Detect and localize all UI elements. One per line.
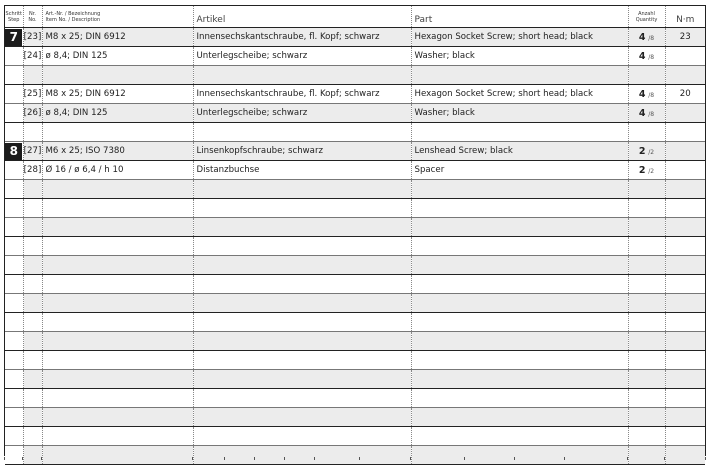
empty-cell bbox=[411, 218, 628, 237]
empty-cell bbox=[411, 313, 628, 332]
artikel-cell: Unterlegscheibe; schwarz bbox=[193, 47, 411, 66]
empty-cell bbox=[23, 427, 42, 446]
empty-cell bbox=[628, 370, 665, 389]
empty-table-row bbox=[5, 237, 705, 256]
empty-table-row bbox=[5, 180, 705, 199]
part-cell: Spacer bbox=[411, 161, 628, 180]
empty-cell bbox=[411, 237, 628, 256]
empty-cell bbox=[628, 332, 665, 351]
empty-table-row bbox=[5, 256, 705, 275]
empty-cell bbox=[665, 351, 705, 370]
quantity-cell bbox=[628, 85, 665, 104]
empty-table-row bbox=[5, 332, 705, 351]
item-number-cell: [24] bbox=[23, 47, 42, 66]
empty-cell bbox=[628, 427, 665, 446]
empty-cell bbox=[193, 332, 411, 351]
empty-cell bbox=[42, 199, 193, 218]
artikel-cell: Innensechskantschraube, fl. Kopf; schwarz bbox=[193, 28, 411, 47]
item-number-cell: [23] bbox=[23, 28, 42, 47]
empty-cell bbox=[5, 218, 23, 237]
torque-cell bbox=[665, 142, 705, 161]
torque-cell bbox=[665, 104, 705, 123]
empty-cell bbox=[193, 427, 411, 446]
empty-cell bbox=[42, 313, 193, 332]
empty-cell bbox=[411, 389, 628, 408]
torque-cell bbox=[665, 47, 705, 66]
footer-tick bbox=[22, 457, 23, 460]
empty-cell bbox=[23, 237, 42, 256]
empty-table-row bbox=[5, 294, 705, 313]
quantity-total: /2 bbox=[648, 148, 655, 156]
part-cell bbox=[411, 123, 628, 142]
quantity-cell bbox=[628, 66, 665, 85]
torque-cell: 23 bbox=[665, 28, 705, 47]
empty-cell bbox=[23, 351, 42, 370]
item-description-cell: M6 x 25; ISO 7380 bbox=[42, 142, 193, 161]
empty-cell bbox=[42, 180, 193, 199]
artikel-cell: Innensechskantschraube, fl. Kopf; schwarz bbox=[193, 85, 411, 104]
quantity-value: 4 bbox=[638, 50, 646, 62]
part-cell: Washer; black bbox=[411, 47, 628, 66]
quantity-cell bbox=[628, 123, 665, 142]
part-cell: Washer; black bbox=[411, 104, 628, 123]
empty-cell bbox=[665, 256, 705, 275]
empty-cell bbox=[23, 389, 42, 408]
empty-cell bbox=[411, 351, 628, 370]
empty-cell bbox=[23, 199, 42, 218]
empty-cell bbox=[665, 218, 705, 237]
empty-cell bbox=[411, 427, 628, 446]
empty-cell bbox=[628, 256, 665, 275]
empty-cell bbox=[411, 332, 628, 351]
empty-cell bbox=[665, 180, 705, 199]
item-number-cell: [27] bbox=[23, 142, 42, 161]
empty-cell bbox=[193, 389, 411, 408]
footer-tick bbox=[705, 457, 706, 460]
item-number-cell: [25] bbox=[23, 85, 42, 104]
empty-cell bbox=[411, 180, 628, 199]
quantity-total: /8 bbox=[648, 110, 655, 118]
empty-cell bbox=[23, 313, 42, 332]
step-cell bbox=[5, 161, 23, 180]
empty-cell bbox=[5, 332, 23, 351]
empty-cell bbox=[5, 180, 23, 199]
empty-cell bbox=[665, 237, 705, 256]
item-number-cell: [26] bbox=[23, 104, 42, 123]
table-row bbox=[5, 161, 705, 180]
empty-cell bbox=[23, 370, 42, 389]
header-quantity: Anzahl Quantity bbox=[628, 6, 665, 28]
empty-cell bbox=[411, 370, 628, 389]
empty-cell bbox=[23, 218, 42, 237]
header-no: Nr. No. bbox=[23, 6, 42, 28]
empty-cell bbox=[42, 237, 193, 256]
header-step: Schritt Step bbox=[5, 6, 23, 28]
empty-cell bbox=[5, 351, 23, 370]
footer-tick bbox=[564, 457, 565, 460]
empty-cell bbox=[665, 408, 705, 427]
header-article-no: Art.-Nr. / Bezeichnung Item No. / Description bbox=[42, 6, 193, 28]
table-row bbox=[5, 28, 705, 47]
item-number-cell: [28] bbox=[23, 161, 42, 180]
step-cell bbox=[5, 142, 23, 161]
header-row bbox=[5, 6, 705, 28]
empty-table-row bbox=[5, 389, 705, 408]
part-cell: Hexagon Socket Screw; short head; black bbox=[411, 85, 628, 104]
empty-cell bbox=[628, 408, 665, 427]
empty-cell bbox=[411, 275, 628, 294]
empty-table-row bbox=[5, 199, 705, 218]
table-row bbox=[5, 104, 705, 123]
empty-cell bbox=[628, 180, 665, 199]
footer-tick bbox=[192, 457, 193, 460]
empty-cell bbox=[42, 389, 193, 408]
empty-table-row bbox=[5, 370, 705, 389]
step-cell bbox=[5, 85, 23, 104]
empty-cell bbox=[193, 180, 411, 199]
item-description-cell: ø 8,4; DIN 125 bbox=[42, 104, 193, 123]
table-row bbox=[5, 85, 705, 104]
quantity-cell bbox=[628, 142, 665, 161]
empty-cell bbox=[411, 294, 628, 313]
part-cell: Hexagon Socket Screw; short head; black bbox=[411, 28, 628, 47]
empty-cell bbox=[5, 294, 23, 313]
footer-tick bbox=[254, 457, 255, 460]
step-cell bbox=[5, 28, 23, 47]
empty-cell bbox=[5, 275, 23, 294]
empty-cell bbox=[5, 408, 23, 427]
quantity-total: /8 bbox=[648, 91, 655, 99]
quantity-cell bbox=[628, 47, 665, 66]
footer-tick bbox=[627, 457, 628, 460]
artikel-cell: Distanzbuchse bbox=[193, 161, 411, 180]
empty-cell bbox=[42, 294, 193, 313]
parts-table-body bbox=[5, 28, 705, 465]
quantity-total: /8 bbox=[648, 34, 655, 42]
empty-cell bbox=[193, 351, 411, 370]
empty-cell bbox=[665, 294, 705, 313]
footer-tick bbox=[359, 457, 360, 460]
empty-cell bbox=[665, 370, 705, 389]
table-row bbox=[5, 142, 705, 161]
step-cell bbox=[5, 123, 23, 142]
table-row bbox=[5, 47, 705, 66]
footer-tick bbox=[410, 457, 411, 460]
parts-list-sheet bbox=[4, 5, 706, 456]
artikel-cell bbox=[193, 66, 411, 85]
torque-cell bbox=[665, 66, 705, 85]
empty-cell bbox=[5, 256, 23, 275]
empty-cell bbox=[42, 427, 193, 446]
quantity-value: 4 bbox=[638, 31, 646, 43]
part-cell: Lenshead Screw; black bbox=[411, 142, 628, 161]
empty-cell bbox=[628, 275, 665, 294]
artikel-cell: Linsenkopfschraube; schwarz bbox=[193, 142, 411, 161]
quantity-value: 2 bbox=[638, 145, 646, 157]
empty-cell bbox=[42, 256, 193, 275]
empty-cell bbox=[665, 389, 705, 408]
quantity-value: 2 bbox=[638, 164, 646, 176]
empty-cell bbox=[23, 332, 42, 351]
torque-cell bbox=[665, 123, 705, 142]
empty-cell bbox=[193, 237, 411, 256]
step-number-badge: 7 bbox=[5, 29, 22, 46]
empty-cell bbox=[42, 370, 193, 389]
empty-cell bbox=[193, 218, 411, 237]
empty-cell bbox=[5, 389, 23, 408]
item-description-cell: M8 x 25; DIN 6912 bbox=[42, 28, 193, 47]
torque-cell bbox=[665, 161, 705, 180]
step-cell bbox=[5, 47, 23, 66]
empty-table-row bbox=[5, 408, 705, 427]
empty-cell bbox=[23, 408, 42, 427]
empty-cell bbox=[193, 294, 411, 313]
empty-cell bbox=[42, 332, 193, 351]
empty-cell bbox=[42, 275, 193, 294]
header-artikel: Artikel bbox=[193, 6, 411, 28]
footer-tick bbox=[464, 457, 465, 460]
item-number-cell bbox=[23, 123, 42, 142]
table-row bbox=[5, 123, 705, 142]
empty-cell bbox=[628, 199, 665, 218]
item-description-cell bbox=[42, 66, 193, 85]
parts-table bbox=[5, 6, 705, 465]
empty-table-row bbox=[5, 427, 705, 446]
quantity-total: /2 bbox=[648, 167, 655, 175]
artikel-cell bbox=[193, 123, 411, 142]
empty-cell bbox=[42, 351, 193, 370]
empty-table-row bbox=[5, 351, 705, 370]
part-cell bbox=[411, 66, 628, 85]
empty-cell bbox=[628, 218, 665, 237]
table-row bbox=[5, 66, 705, 85]
empty-table-row bbox=[5, 313, 705, 332]
empty-cell bbox=[665, 275, 705, 294]
artikel-cell: Unterlegscheibe; schwarz bbox=[193, 104, 411, 123]
empty-cell bbox=[193, 313, 411, 332]
header-part: Part bbox=[411, 6, 628, 28]
torque-cell: 20 bbox=[665, 85, 705, 104]
empty-cell bbox=[42, 218, 193, 237]
empty-cell bbox=[193, 256, 411, 275]
empty-cell bbox=[23, 275, 42, 294]
empty-cell bbox=[411, 408, 628, 427]
item-description-cell: M8 x 25; DIN 6912 bbox=[42, 85, 193, 104]
empty-cell bbox=[5, 199, 23, 218]
empty-table-row bbox=[5, 218, 705, 237]
step-cell bbox=[5, 104, 23, 123]
empty-cell bbox=[665, 199, 705, 218]
empty-cell bbox=[411, 256, 628, 275]
empty-cell bbox=[193, 275, 411, 294]
empty-cell bbox=[23, 294, 42, 313]
empty-cell bbox=[665, 313, 705, 332]
empty-cell bbox=[5, 427, 23, 446]
quantity-value: 4 bbox=[638, 107, 646, 119]
footer-tick bbox=[4, 457, 5, 460]
step-cell bbox=[5, 66, 23, 85]
empty-cell bbox=[23, 180, 42, 199]
empty-table-row bbox=[5, 275, 705, 294]
item-description-cell bbox=[42, 123, 193, 142]
empty-cell bbox=[628, 313, 665, 332]
quantity-cell bbox=[628, 28, 665, 47]
footer-tick bbox=[314, 457, 315, 460]
empty-cell bbox=[42, 408, 193, 427]
empty-cell bbox=[193, 370, 411, 389]
item-description-cell: ø 8,4; DIN 125 bbox=[42, 47, 193, 66]
empty-cell bbox=[628, 294, 665, 313]
footer-tick-marks bbox=[4, 457, 706, 462]
header-torque: N·m bbox=[665, 6, 705, 28]
empty-cell bbox=[628, 389, 665, 408]
empty-cell bbox=[23, 256, 42, 275]
footer-tick bbox=[284, 457, 285, 460]
empty-cell bbox=[5, 370, 23, 389]
empty-cell bbox=[628, 351, 665, 370]
quantity-total: /8 bbox=[648, 53, 655, 61]
empty-cell bbox=[628, 237, 665, 256]
empty-cell bbox=[5, 313, 23, 332]
item-description-cell: Ø 16 / ø 6,4 / h 10 bbox=[42, 161, 193, 180]
footer-tick bbox=[664, 457, 665, 460]
item-number-cell bbox=[23, 66, 42, 85]
quantity-cell bbox=[628, 161, 665, 180]
empty-cell bbox=[665, 427, 705, 446]
quantity-cell bbox=[628, 104, 665, 123]
empty-cell bbox=[5, 237, 23, 256]
step-number-badge: 8 bbox=[5, 143, 22, 160]
empty-cell bbox=[665, 332, 705, 351]
empty-cell bbox=[411, 199, 628, 218]
empty-cell bbox=[193, 199, 411, 218]
footer-tick bbox=[514, 457, 515, 460]
footer-tick bbox=[224, 457, 225, 460]
footer-tick bbox=[41, 457, 42, 460]
empty-cell bbox=[193, 408, 411, 427]
quantity-value: 4 bbox=[638, 88, 646, 100]
